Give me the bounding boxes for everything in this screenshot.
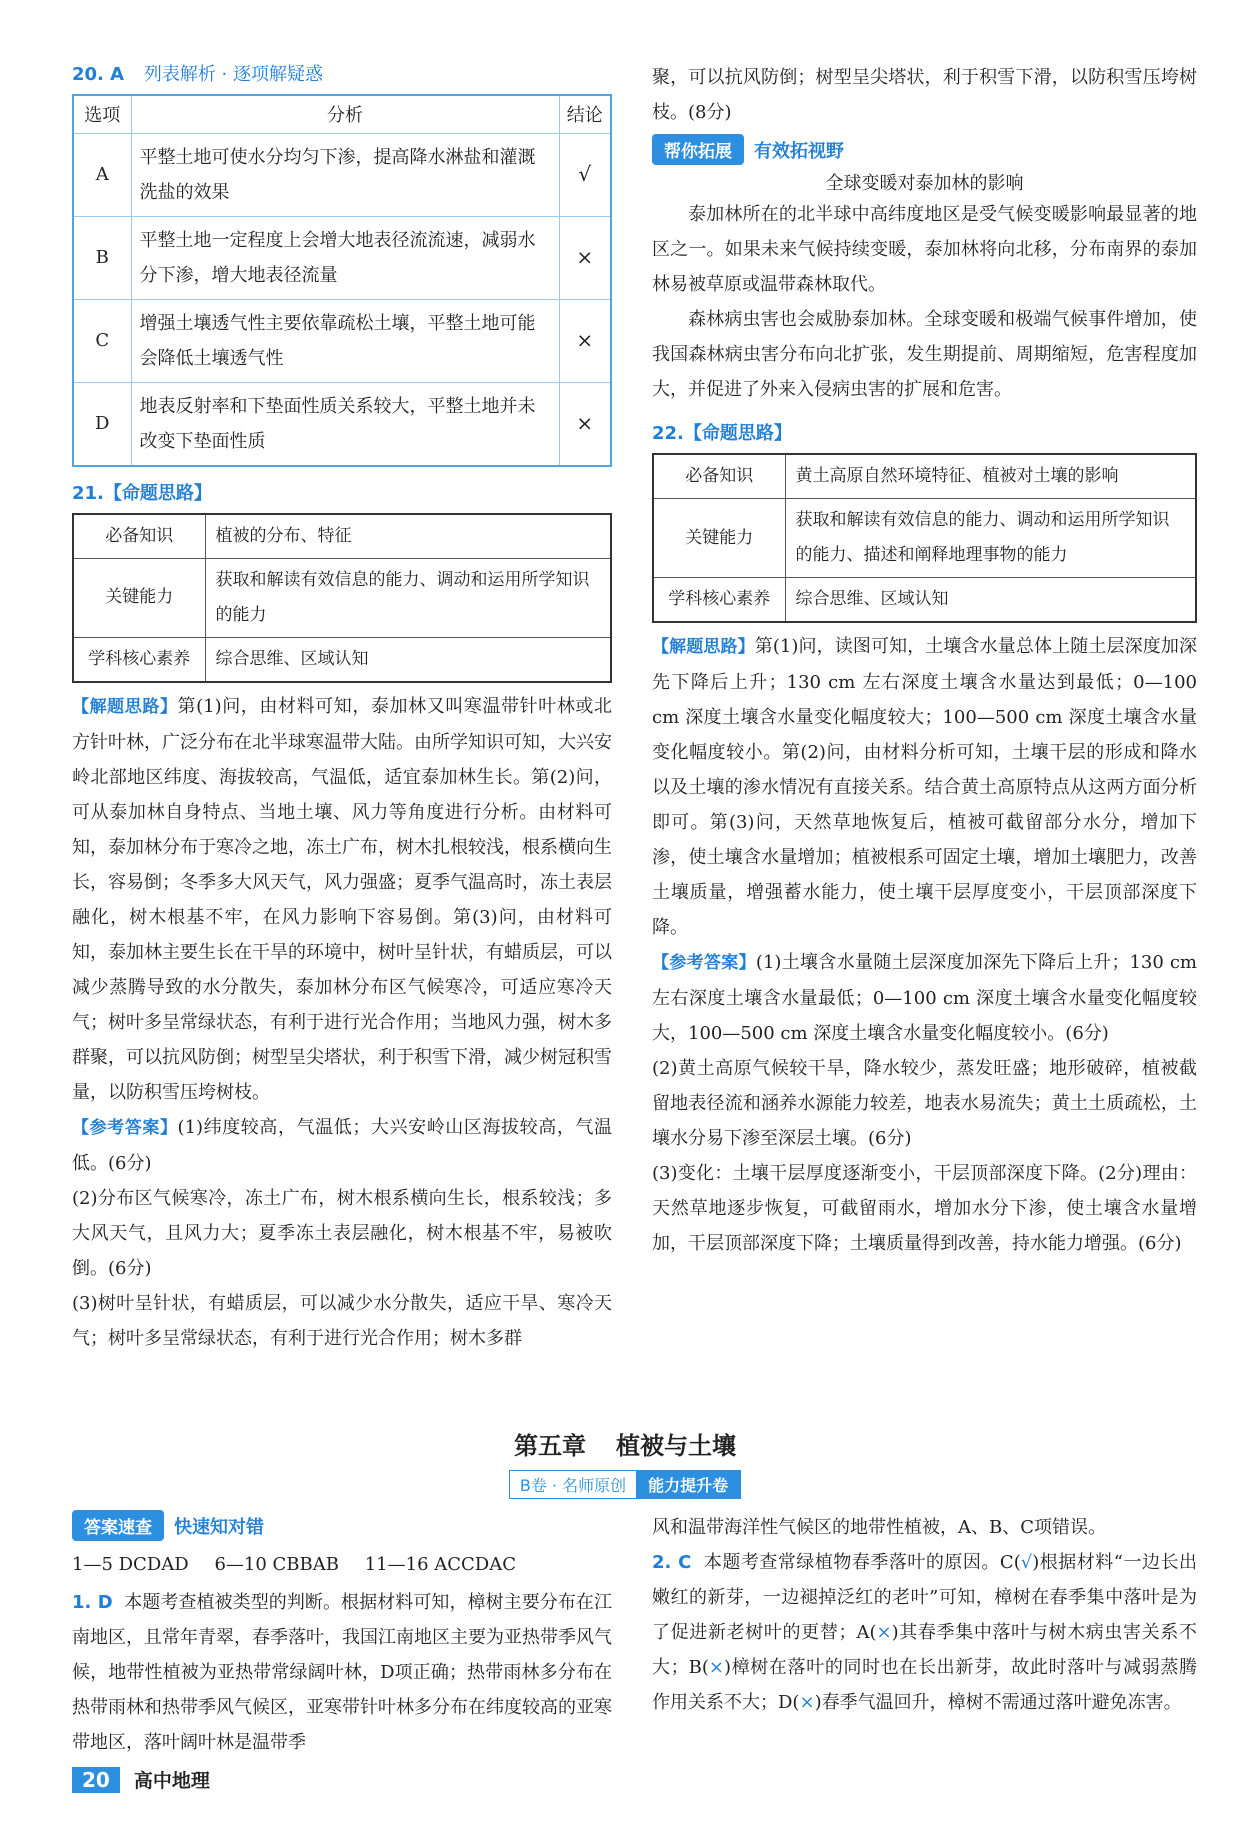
quick-answers-banner — [72, 1510, 612, 1541]
q21-heading: 21.【命题思路】 — [72, 482, 212, 504]
table-row: D 地表反射率和下垫面性质关系较大，平整土地并未改变下垫面性质 × — [73, 382, 611, 466]
table-row: A 平整土地可使水分均匀下渗，提高降水淋盐和灌溉洗盐的效果 √ — [73, 133, 611, 216]
q22-answer-2: (2)黄土高原气候较干旱，降水较少，蒸发旺盛；地形破碎，植被截留地表径流和涵养水源能力较差，地表水易流失；黄土土质疏松，土壤水分易下渗至深层土壤。(6分) — [652, 1058, 1197, 1149]
q21-answer-2: (2)分布区气候寒冷，冻土广布，树木根系横向生长，根系较浅；多大风天气，且风力大；夏季冻土表层融化，树木根基不牢，易被吹倒。(6分) — [72, 1187, 612, 1279]
table-row: 关键能力 获取和解读有效信息的能力、调动和运用所学知识的能力 — [73, 558, 611, 637]
q21-answer-3: (3)树叶呈针状，有蜡质层，可以减少水分散失，适应干旱、寒冷天气；树叶多呈常绿状态，有利于进行光合作用；树木多群 — [72, 1292, 612, 1349]
q22-design-table — [652, 453, 1197, 623]
table-row: 必备知识 黄土高原自然环境特征、植被对土壤的影响 — [653, 454, 1196, 499]
extension-subtitle: 有效拓视野 — [754, 140, 844, 162]
extension-paragraph: 泰加林所在的北半球中高纬度地区是受气候变暖影响最显著的地区之一。如果未来气候持续变暖，泰加林将向北移，分布南界的泰加林易被草原或温带森林取代。 — [652, 204, 1197, 295]
page-number: 20 — [72, 1767, 120, 1793]
q22-heading: 22.【命题思路】 — [652, 423, 792, 444]
q21-design-table — [72, 513, 612, 683]
subject-label: 高中地理 — [133, 1770, 210, 1792]
extension-banner — [652, 134, 1197, 165]
table-row: 学科核心素养 综合思维、区域认知 — [73, 637, 611, 682]
extension-badge: 帮你拓展 — [652, 134, 744, 165]
table-row: 关键能力 获取和解读有效信息的能力、调动和运用所学知识的能力、描述和阐释地理事物的能力 — [653, 499, 1196, 578]
q21-answer-1: 【参考答案】(1)纬度较高，气温低；大兴安岭山区海拔较高，气温低。(6分) — [72, 1116, 613, 1174]
volume-label: B卷 · 名师原创 — [519, 1476, 627, 1495]
q21-answer-continued: 聚，可以抗风防倒；树型呈尖塔状，利于积雪下滑，以防积雪压垮树枝。(8分) — [652, 67, 1197, 123]
q20-heading: 20. A 列表解析 · 逐项解疑惑 — [72, 64, 323, 85]
volume-banner — [0, 1470, 1250, 1499]
q22-solution: 【解题思路】第(1)问，读图可知，土壤含水量总体上随土层深度加深先下降后上升；130 cm 左右深度土壤含水量达到最低；0—100 cm 深度土壤含水量变化幅度较大；100—500 cm 深度土壤含水量变化幅度较小。第(2)问，由材料分析可知，土壤干层的形成和降水以及土壤的渗水情况有直接关系。结合黄土高原特点从这两方面分析即可。第(3)问，天然草地恢复后，植被可截留部分水分，增加下渗，使土壤含水量增加；植被根系可固定土壤，增加土壤肥力，改善土壤质量，增强蓄水能力，使土壤干层厚度变小，干层顶部深度下降。 — [652, 636, 1198, 938]
extension-title: 全球变暖对泰加林的影响 — [825, 173, 1024, 194]
q22-answer-1: 【参考答案】(1)土壤含水量随土层深度加深先下降后上升；130 cm 左右深度土壤含水量最低；0—100 cm 深度土壤含水量变化幅度较大，100—500 cm 深度土壤含水量变化幅度较小。(6分) — [652, 952, 1198, 1044]
b1-explanation-continued: 风和温带海洋性气候区的地带性植被，A、B、C项错误。 — [652, 1517, 1106, 1538]
table-row: B 平整土地一定程度上会增大地表径流流速，减弱水分下渗，增大地表径流量 × — [73, 216, 611, 299]
b2-explanation: 2. C 本题考查常绿植物春季落叶的原因。C(√)根据材料“一边长出嫩红的新芽，一边褪掉泛红的老叶”可知，樟树在春季集中落叶是为了促进新老树叶的更替；A(×)其春季集中落叶与树木病虫害关系不大；B(×)樟树在落叶的同时也在长出新芽，故此时落叶与减弱蒸腾作用关系不大；D(×)春季气温回升，樟树不需通过落叶避免冻害。 — [652, 1552, 1198, 1713]
table-row: 必备知识 植被的分布、特征 — [73, 514, 611, 559]
quick-answers-badge: 答案速查 — [72, 1510, 164, 1541]
q21-solution: 【解题思路】第(1)问，由材料可知，泰加林又叫寒温带针叶林或北方针叶林，广泛分布在北半球寒温带大陆。由所学知识可知，大兴安岭北部地区纬度、海拔较高，气温低，适宜泰加林生长。第(2)问，可从泰加林自身特点、当地土壤、风力等角度进行分析。由材料可知，泰加林分布于寒冷之地，冻土广布，树木扎根较浅，根系横向生长，容易倒；冬季多大风天气，风力强盛；夏季气温高时，冻土表层融化，树木根基不牢，在风力影响下容易倒。第(3)问，由材料可知，泰加林主要生长在干旱的环境中，树叶呈针状，有蜡质层，可以减少蒸腾导致的水分散失，泰加林分布区气候寒冷，可适应寒冷天气；树叶多呈常绿状态，有利于进行光合作用；当地风力强，树木多群聚，可以抗风防倒；树型呈尖塔状，利于积雪下滑，减少树冠积雪量，以防积雪压垮树枝。 — [72, 695, 613, 1103]
bottom-left-column — [72, 1510, 612, 1760]
table-row: 学科核心素养 综合思维、区域认知 — [653, 578, 1196, 623]
right-column — [652, 60, 1197, 1261]
volume-type: 能力提升卷 — [636, 1471, 740, 1498]
extension-paragraph: 森林病虫害也会威胁泰加林。全球变暖和极端气候事件增加，使我国森林病虫害分布向北扩张，发生期提前、周期缩短，危害程度加大，并促进了外来入侵病虫害的扩展和危害。 — [652, 309, 1197, 400]
quick-answers-subtitle: 快速知对错 — [174, 1516, 264, 1538]
bottom-right-column — [652, 1510, 1197, 1720]
b1-explanation: 1. D 本题考查植被类型的判断。根据材料可知，樟树主要分布在江南地区，且常年青翠，春季落叶，我国江南地区主要为亚热带季风气候，地带性植被为亚热带常绿阔叶林，D项正确；热带雨林多分布在热带雨林和热带季风气候区，亚寒带针叶林多分布在纬度较高的亚寒带地区，落叶阔叶林是温带季 — [72, 1592, 612, 1753]
q20-analysis-table — [72, 94, 612, 467]
table-row: C 增强土壤透气性主要依靠疏松土壤，平整土地可能会降低土壤透气性 × — [73, 299, 611, 382]
q22-answer-3: (3)变化：土壤干层厚度逐渐变小，干层顶部深度下降。(2分)理由：天然草地逐步恢复，可截留雨水，增加水分下渗，使土壤含水量增加，干层顶部深度下降；土壤质量得到改善，持水能力增强。(6分) — [652, 1163, 1197, 1254]
left-column — [72, 60, 612, 1356]
chapter-title: 第五章 植被与土壤 — [514, 1432, 736, 1460]
page-footer — [72, 1766, 210, 1793]
table-header-row: 选项 分析 结论 — [73, 95, 611, 133]
answer-key: 1—5 DCDAD 6—10 CBBAB 11—16 ACCDAC — [72, 1554, 516, 1575]
